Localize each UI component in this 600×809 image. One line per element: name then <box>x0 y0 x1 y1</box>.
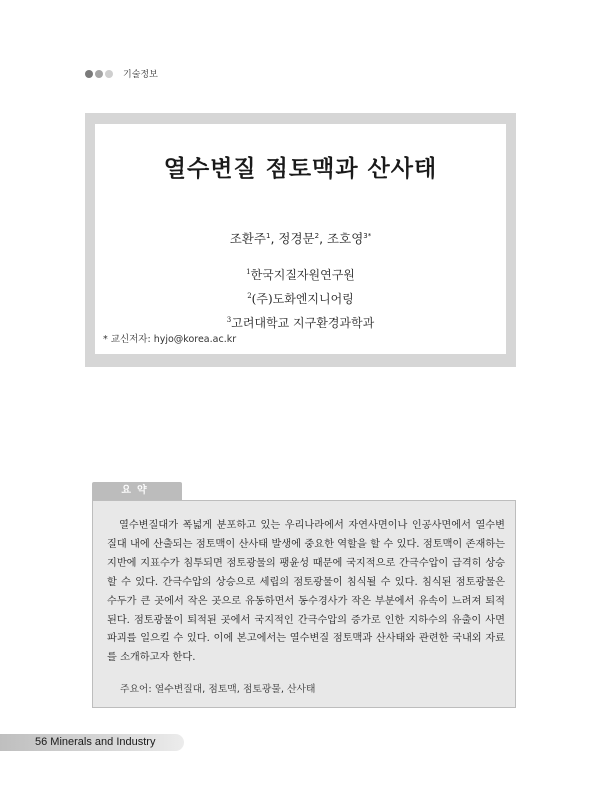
author-list <box>95 229 506 247</box>
header-dot-dark <box>85 70 93 78</box>
author-affil-mark: 2 <box>314 231 320 240</box>
affil-text: 한국지질자원연구원 <box>250 268 355 282</box>
author-name: 정경문 <box>278 231 315 246</box>
affil-mark: 3 <box>226 316 232 324</box>
header-dots <box>85 70 113 78</box>
author-affil-mark: 3* <box>363 231 372 240</box>
page-footer: 56 Minerals and Industry <box>35 736 156 748</box>
affiliation-item <box>95 286 506 310</box>
author-name: 조호영 <box>327 231 364 246</box>
abstract-heading: 요약 <box>92 482 182 500</box>
header-dot-light <box>105 70 113 78</box>
author-affil-mark: 1 <box>265 231 271 240</box>
article-title: 열수변질 점토맥과 산사태 <box>163 155 438 182</box>
affiliation-item <box>95 262 506 286</box>
section-header <box>85 67 158 80</box>
author-separator: , <box>270 231 279 246</box>
abstract-body: 열수변질대가 폭넓게 분포하고 있는 우리나라에서 자연사면이나 인공사면에서 열수변질대 내에 산출되는 점토맥이 산사태 발생에 중요한 역할을 할 수 있다. 점토맥이 존재하는 지반에 지표수가 침투되면 점토광물의 팽윤성 때문에 국지적으로 간극수압이 급격히 상승할 수 있다. 간극수압의 상승으로 세립의 점토광물이 침식될 수 있다. 침식된 점토광물은 수두가 큰 곳에서 작은 곳으로 유동하면서 동수경사가 작은 부분에서 유속이 느려져 퇴적된다. 점토광물이 퇴적된 곳에서 국지적인 간극수압의 증가로 인한 지하수의 유출이 사면파괴를 일으킬 수 있다. 이에 본고에서는 열수변질 점토맥과 산사태와 관련한 국내외 자료를 소개하고자 한다. <box>107 520 505 664</box>
corresponding-author: * 교신저자: hyjo@korea.ac.kr <box>103 334 237 345</box>
author-separator: , <box>319 231 328 246</box>
affil-text: (주)도화엔지니어링 <box>251 292 354 306</box>
header-dot-mid <box>95 70 103 78</box>
affil-text: 고려대학교 지구환경과학과 <box>231 316 375 330</box>
affiliation-list <box>95 262 506 334</box>
section-label: 기술정보 <box>123 70 158 80</box>
affil-mark: 1 <box>246 268 251 276</box>
keywords: 주요어: 열수변질대, 점토맥, 점토광물, 산사태 <box>120 684 316 695</box>
author-name: 조환주 <box>229 231 266 246</box>
affil-mark: 2 <box>247 292 252 300</box>
